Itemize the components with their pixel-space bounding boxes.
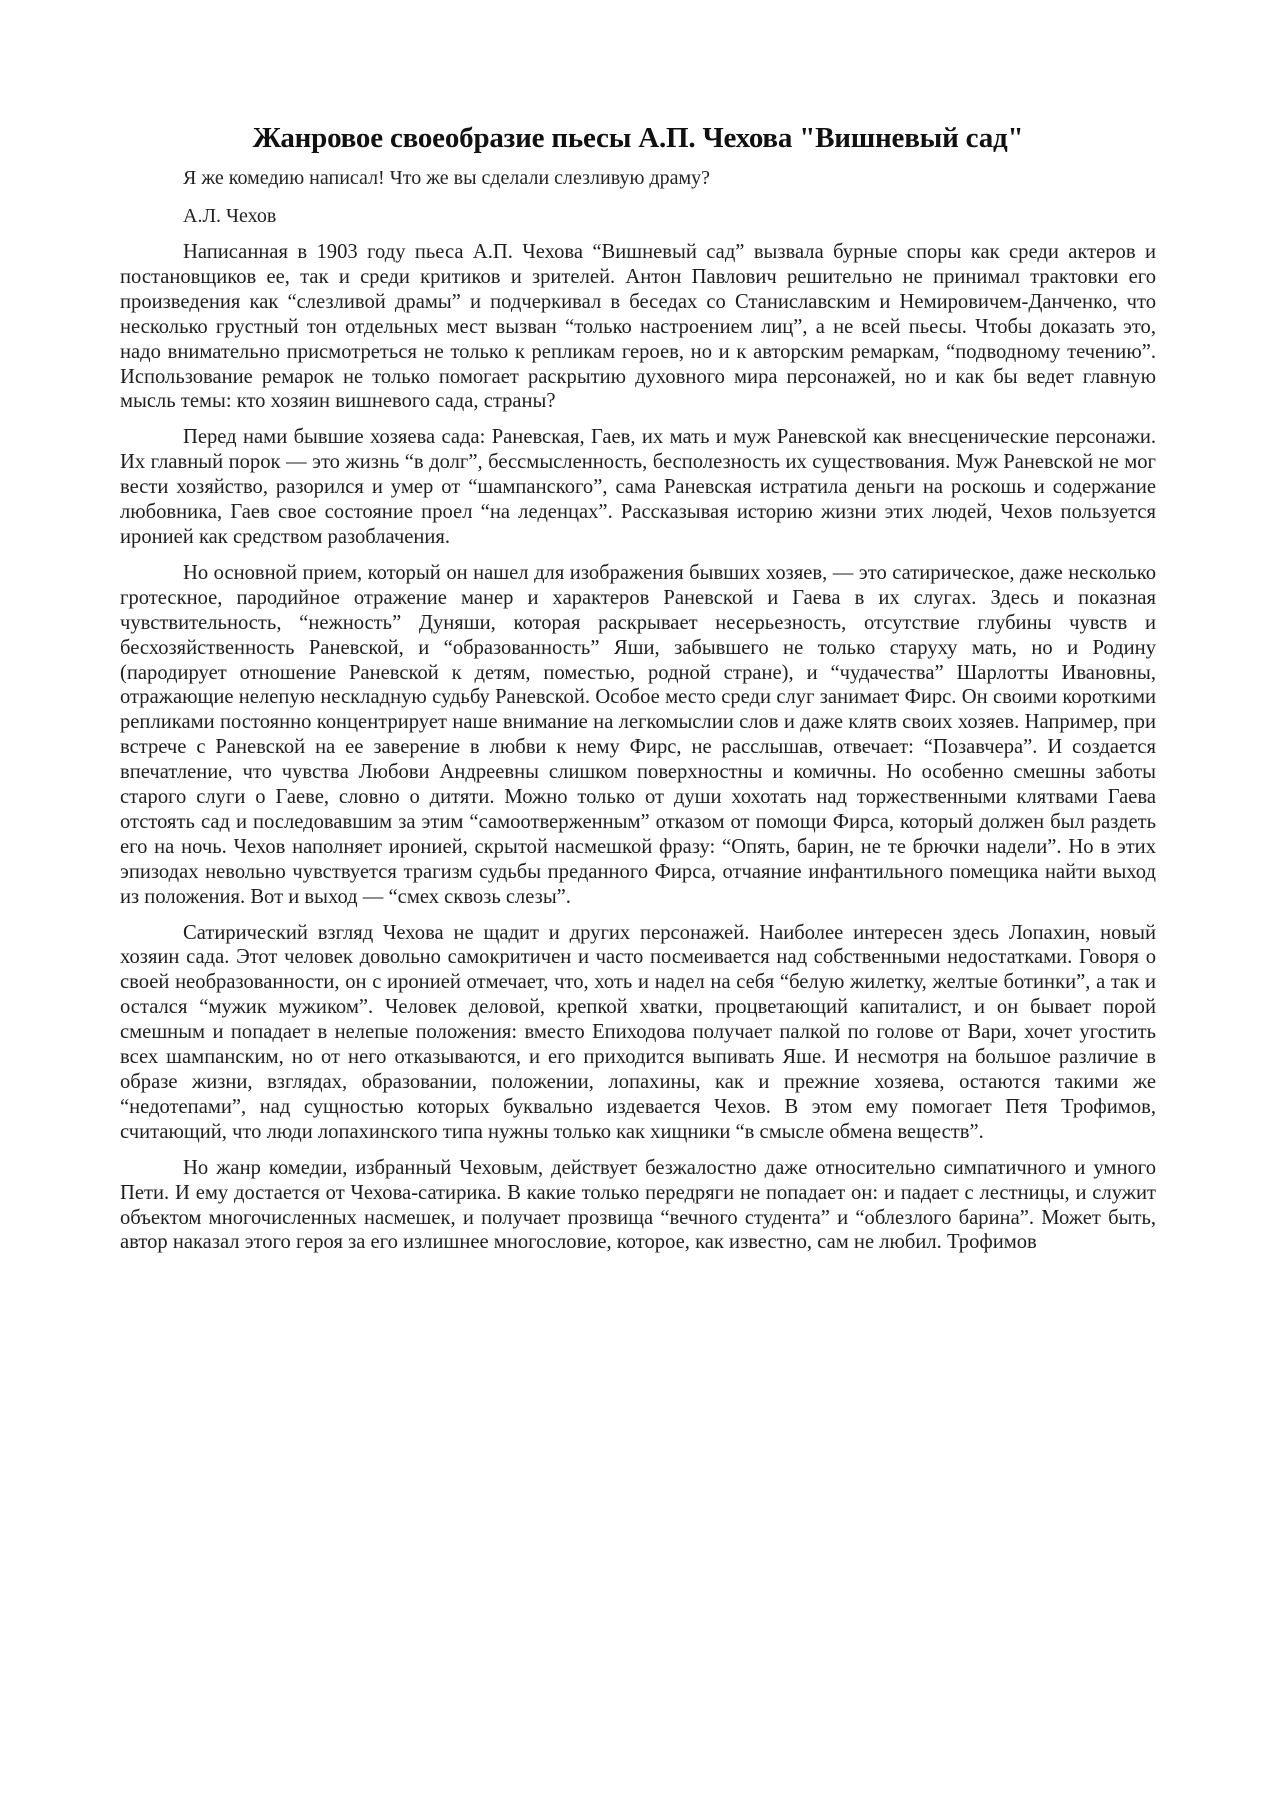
epigraph-author: А.Л. Чехов (183, 205, 277, 227)
paragraph-3: Но основной прием, который он нашел для изображения бывших хозяев, — это сатирическое, даже несколько гротескное, пародийное отражение манер и характеров Раневской и Гаева в их слугах. Здесь и показная чувствительность, “нежность” Дуняши, которая раскрывает несерьезность, отсутствие глубины чувств и бесхозяйственность Раневской, и “образованность” Яши, забывшего не только старуху мать, но и Родину (пародирует отношение Раневской к детям, поместью, родной стране), и “чудачества” Шарлотты Ивановны, отражающие нелепую нескладную судьбу Раневской. Особое место среди слуг занимает Фирс. Он своими короткими репликами постоянно концентрирует наше внимание на легкомыслии слов и даже клятв своих хозяев. Например, при встрече с Раневской на ее заверение в любви к нему Фирс, не расслышав, отвечает: “Позавчера”. И создается впечатление, что чувства Любови Андреевны слишком поверхностны и комичны. Но особенно смешны заботы старого слуги о Гаеве, словно о дитяти. Можно только от души хохотать над торжественными клятвами Гаева отстоять сад и последовавшим за этим “самоотверженным” отказом от помощи Фирса, который должен был раздеть его на ночь. Чехов наполняет иронией, скрытой насмешкой фразу: “Опять, барин, не те брючки надели”. Но в этих эпизодах невольно чувствуется трагизм судьбы преданного Фирса, отчаяние инфантильного помещика найти выход из положения. Вот и выход — “смех сквозь слезы”. (120, 561, 1156, 908)
paragraph-4: Сатирический взгляд Чехова не щадит и других персонажей. Наиболее интересен здесь Лопахин, новый хозяин сада. Этот человек довольно самокритичен и часто посмеивается над собственными недостатками. Говоря о своей необразованности, он с иронией отмечает, что, хоть и надел на себя “белую жилетку, желтые ботинки”, а так и остался “мужик мужиком”. Человек деловой, крепкой хватки, процветающий капиталист, и он бывает порой смешным и попадает в нелепые положения: вместо Епиходова получает палкой по голове от Вари, хочет угостить всех шампанским, но от него отказываются, и его приходится выпивать Яше. И несмотря на большое различие в образе жизни, взглядах, образовании, положении, лопахины, как и прежние хозяева, остаются такими же “недотепами”, над сущностью которых буквально издевается Чехов. В этом ему помогает Петя Трофимов, считающий, что люди лопахинского типа нужны только как хищники “в смысле обмена веществ”. (120, 921, 1156, 1143)
paragraph-1: Написанная в 1903 году пьеса А.П. Чехова “Вишневый сад” вызвала бурные споры как среди актеров и постановщиков ее, так и среди критиков и зрителей. Антон Павлович решительно не принимал трактовки его произведения как “слезливой драмы” и подчеркивал в беседах со Станиславским и Немировичем-Данченко, что несколько грустный тон отдельных мест вызван “только настроением лиц”, а не всей пьесы. Чтобы доказать это, надо внимательно присмотреться не только к репликам героев, но и к авторским ремаркам, “подводному течению”. Использование ремарок не только помогает раскрытию духовного мира персонажей, но и как бы ведет главную мысль темы: кто хозяин вишневого сада, страны? (120, 241, 1156, 413)
paragraph-2: Перед нами бывшие хозяева сада: Раневская, Гаев, их мать и муж Раневской как внесценические персонажи. Их главный порок — это жизнь “в долг”, бессмысленность, бесполезность их существования. Муж Раневской не мог вести хозяйство, разорился и умер от “шампанского”, сама Раневская истратила деньги на роскошь и содержание любовника, Гаев свое состояние проел “на леденцах”. Рассказывая историю жизни этих людей, Чехов пользуется иронией как средством разоблачения. (120, 426, 1156, 548)
paragraph-5: Но жанр комедии, избранный Чеховым, действует безжалостно даже относительно симпатичного и умного Пети. И ему достается от Чехова-сатирика. В какие только передряги не попадает он: и падает с лестницы, и служит объектом многочисленных насмешек, и получает прозвища “вечного студента” и “облезлого барина”. Может быть, автор наказал этого героя за его излишнее многословие, которое, как известно, сам не любил. Трофимов (120, 1156, 1156, 1254)
document-title: Жанровое своеобразие пьесы А.П. Чехова "Вишневый сад" (252, 122, 1024, 154)
document-page (120, 118, 1156, 1266)
epigraph-quote: Я же комедию написал! Что же вы сделали слезливую драму? (183, 167, 711, 189)
